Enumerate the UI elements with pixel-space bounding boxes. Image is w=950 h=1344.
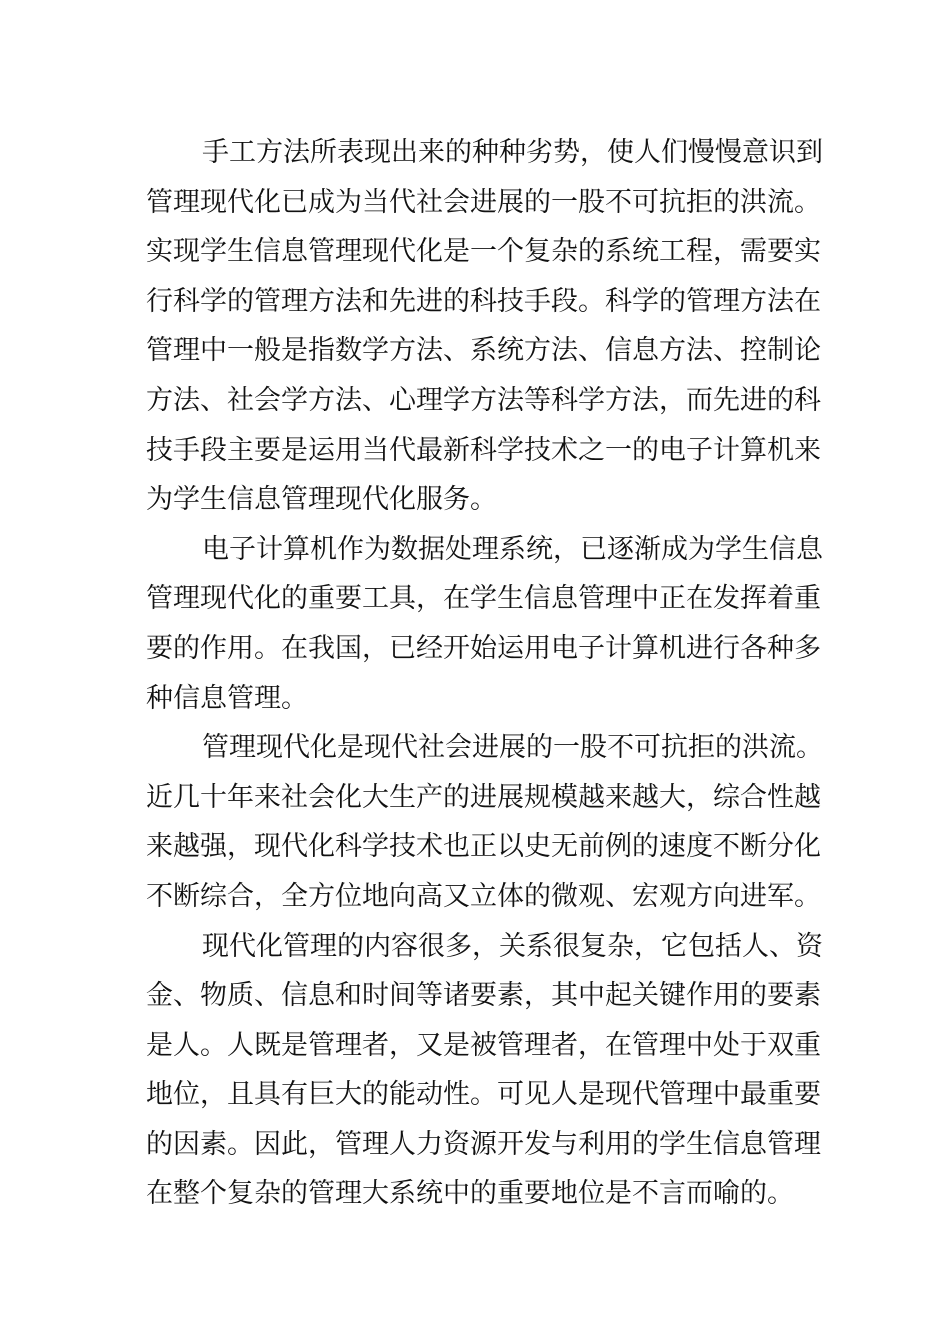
text-line: 不断综合，全方位地向高又立体的微观、宏观方向进军。 (146, 880, 821, 912)
text-line: 来越强，现代化科学技术也正以史无前例的速度不断分化 (146, 831, 821, 863)
text-line: 管理中一般是指数学方法、系统方法、信息方法、控制论 (146, 335, 821, 367)
text-line: 的因素。因此，管理人力资源开发与利用的学生信息管理 (146, 1128, 821, 1160)
text-line: 种信息管理。 (146, 682, 308, 714)
text-line: 近几十年来社会化大生产的进展规模越来越大，综合性越 (146, 781, 821, 813)
document-body (146, 128, 823, 1219)
text-line: 地位，且具有巨大的能动性。可见人是现代管理中最重要 (146, 1079, 821, 1111)
text-line: 技手段主要是运用当代最新科学技术之一的电子计算机来 (146, 434, 821, 466)
paragraph-4 (146, 922, 823, 1220)
text-line: 管理现代化的重要工具，在学生信息管理中正在发挥着重 (146, 583, 821, 615)
text-line: 为学生信息管理现代化服务。 (146, 484, 497, 516)
paragraph-2 (146, 525, 823, 723)
text-line: 方法、社会学方法、心理学方法等科学方法，而先进的科 (146, 384, 821, 416)
text-line: 行科学的管理方法和先进的科技手段。科学的管理方法在 (146, 285, 821, 317)
text-line: 实现学生信息管理现代化是一个复杂的系统工程，需要实 (146, 236, 821, 268)
text-line: 管理现代化已成为当代社会进展的一股不可抗拒的洪流。 (146, 186, 821, 218)
text-line: 金、物质、信息和时间等诸要素，其中起关键作用的要素 (146, 980, 821, 1012)
text-line: 是人。人既是管理者，又是被管理者，在管理中处于双重 (146, 1029, 821, 1061)
text-line: 在整个复杂的管理大系统中的重要地位是不言而喻的。 (146, 1178, 794, 1210)
text-line: 现代化管理的内容很多，关系很复杂，它包括人、资 (202, 930, 823, 962)
text-line: 电子计算机作为数据处理系统，已逐渐成为学生信息 (202, 533, 823, 565)
paragraph-3 (146, 723, 823, 921)
text-line: 手工方法所表现出来的种种劣势，使人们慢慢意识到 (202, 137, 823, 168)
text-line: 要的作用。在我国，已经开始运用电子计算机进行各种多 (146, 632, 821, 664)
paragraph-1 (146, 128, 823, 525)
text-line: 管理现代化是现代社会进展的一股不可抗拒的洪流。 (202, 732, 823, 764)
